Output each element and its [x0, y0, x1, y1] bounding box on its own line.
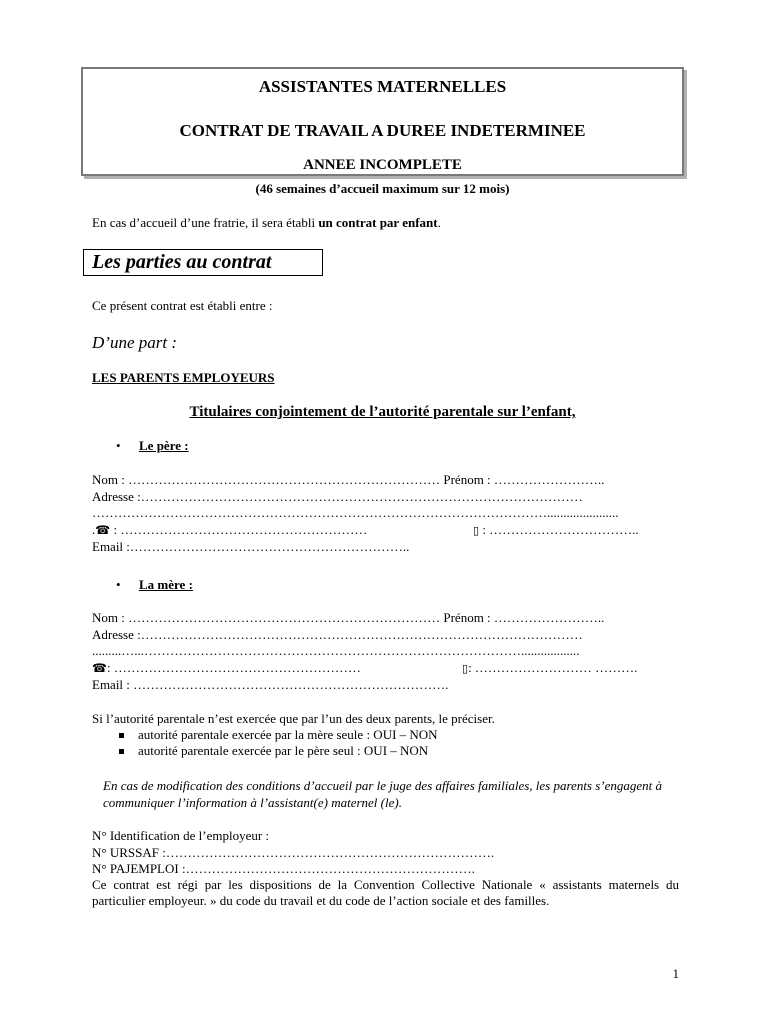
mobile-phone-icon: ▯	[462, 662, 469, 675]
intro-end: .	[437, 215, 441, 230]
pere-tel: : …………………………………………………	[110, 522, 368, 537]
etabli-entre: Ce présent contrat est établi entre :	[92, 298, 273, 313]
title-contrat: CONTRAT DE TRAVAIL A DUREE INDETERMINEE	[179, 121, 586, 140]
bullet-icon: •	[116, 577, 121, 592]
mere-email-line: Email : ……………………………………………………………….	[92, 677, 449, 692]
modification-paragraph: En cas de modification des conditions d’accueil par le juge des affaires familiales, les parents s’engagent à communiquer l’information à l’assistant(e) maternel (le).	[103, 778, 663, 810]
title-annee-incomplete: ANNEE INCOMPLETE	[303, 157, 462, 173]
pere-mobile-line	[473, 522, 639, 539]
section-title-box	[83, 249, 323, 276]
autorite-item-pere	[119, 743, 428, 759]
subtitle: (46 semaines d’accueil maximum sur 12 mois)	[255, 181, 510, 196]
pere-adresse-line: Adresse :…………………………………………………………………………………………	[92, 489, 583, 504]
identification-employeur: N° Identification de l’employeur :	[92, 828, 270, 843]
pere-phone-line: .☎ : …………………………………………………	[92, 522, 368, 537]
mere-adresse-line: Adresse :…………………………………………………………………………………………	[92, 627, 583, 642]
autorite-item-mere	[119, 727, 438, 743]
autorite-item-text: autorité parentale exercée par le père seul : OUI – NON	[138, 743, 429, 758]
mere-label: La mère :	[139, 577, 193, 592]
dune-part: D’une part :	[92, 333, 177, 352]
page-number: 1	[672, 966, 679, 981]
square-bullet-icon	[119, 733, 124, 738]
section-title: Les parties au contrat	[92, 251, 272, 273]
bullet-icon: •	[116, 438, 121, 453]
pere-nom-line: Nom : ……………………………………………………………… Prénom : ……………………..	[92, 472, 605, 487]
pere-email-line: Email :………………………………………………………..	[92, 539, 410, 554]
mere-nom-line: Nom : ……………………………………………………………… Prénom : ……………………..	[92, 610, 605, 625]
mobile-phone-icon: ▯	[473, 524, 480, 537]
telephone-icon: ☎	[95, 523, 111, 537]
autorite-intro: Si l’autorité parentale n’est exercée que par l’un des deux parents, le préciser.	[92, 711, 495, 726]
mere-mobile-line	[462, 660, 637, 677]
pere-label: Le père :	[139, 438, 189, 453]
mere-tel: : …………………………………………………	[106, 660, 361, 675]
convention-paragraph: Ce contrat est régi par les dispositions de la Convention Collective Nationale « assistants maternels du particulier employeur. » du code du travail et du code de l’action sociale et des familles.	[92, 877, 679, 908]
telephone-icon: ☎	[92, 661, 107, 675]
pajemploi-line: N° PAJEMPLOI :………………………………………………………….	[92, 861, 475, 876]
intro-bold: un contrat par enfant	[318, 215, 438, 230]
intro-paragraph	[92, 215, 441, 231]
title-box	[81, 67, 684, 176]
autorite-item-text: autorité parentale exercée par la mère seule : OUI – NON	[138, 727, 438, 742]
intro-text: En cas d’accueil d’une fratrie, il sera établi	[92, 215, 319, 230]
square-bullet-icon	[119, 749, 124, 754]
pere-adresse-line-2: ……………………………………………………………………………………………......................	[92, 505, 619, 520]
pere-mobile: : ……………………………..	[479, 522, 639, 537]
titulaires-heading: Titulaires conjointement de l’autorité parentale sur l’enfant,	[189, 404, 576, 420]
title-assistantes-maternelles: ASSISTANTES MATERNELLES	[258, 77, 507, 96]
parents-employeurs-heading: LES PARENTS EMPLOYEURS	[92, 370, 275, 385]
mere-adresse-line-2: .........…...……………………………………………………………………………..................	[92, 643, 580, 658]
urssaf-line: N° URSSAF :………………………………………………………………….	[92, 845, 495, 860]
mere-mobile: : ……………………… ……….	[468, 660, 638, 675]
